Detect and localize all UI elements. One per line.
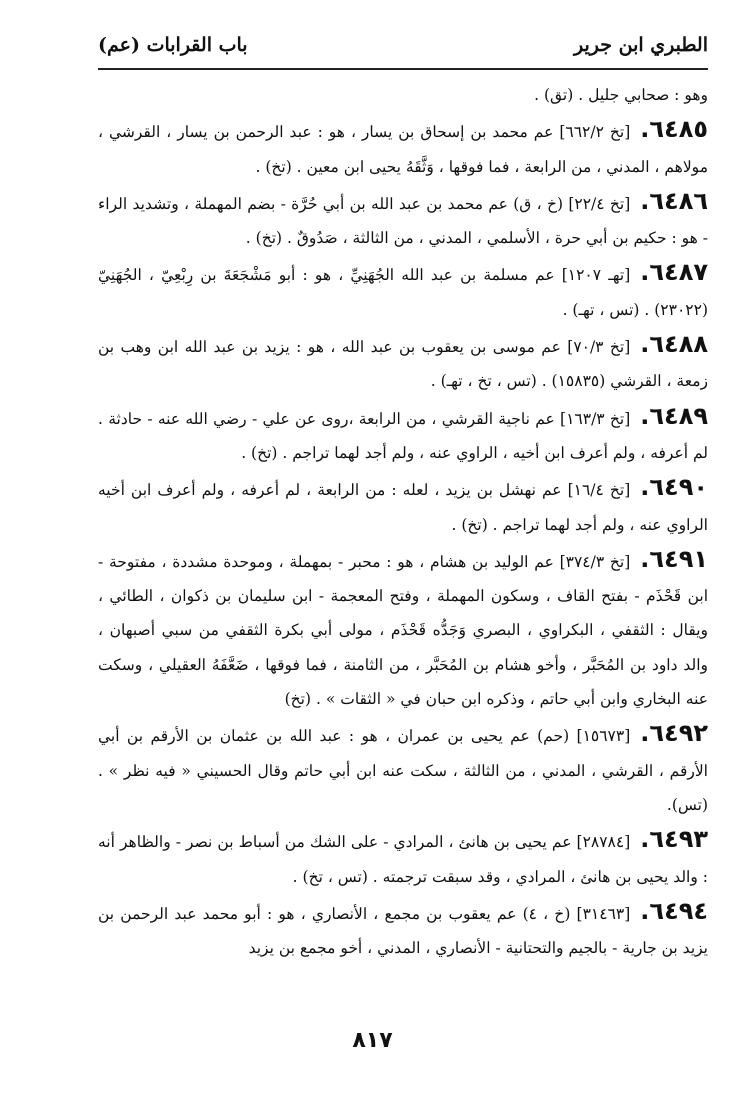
entry-6488 (98, 327, 708, 399)
entry-number: ٦٤٩٤. (640, 896, 709, 925)
entry-text: [١٥٦٧٣] (حم) عم يحيى بن عمران ، هو : عبد الله بن عثمان بن الأرقم بن أبي الأرقم ، القرشي ، المدني ، من الثالثة ، سكت عنه ابن أبي حاتم وقال الحسيني « فيه نظر » . (تس). (98, 727, 708, 814)
chapter-title: باب القرابات (عم) (98, 34, 248, 56)
entry-6494 (98, 894, 708, 966)
entry-text: [تهـ ١٢٠٧] عم مسلمة بن عبد الله الجُهَنِيِّ ، هو : أبو مَشْجَعَةَ بن رِبْعِيّ ، الجُهَنِيّ (٢٣٠٢٢) . (تس ، تهـ) . (98, 266, 708, 319)
entry-number: ٦٤٩٣. (640, 825, 708, 854)
entry-text: [٣١٤٦٣] (خ ، ٤) عم يعقوب بن مجمع ، الأنصاري ، هو : أبو محمد عبد الرحمن بن يزيد بن جارية - بالجيم والتحتانية - الأنصاري ، المدني ، أخو مجمع بن يزيد (98, 904, 708, 958)
entry-number: ٦٤٩١. (640, 544, 708, 573)
entry-6490 (98, 470, 708, 542)
entry-text: [تخ ٦٦٢/٢] عم محمد بن إسحاق بن يسار ، هو : عبد الرحمن بن يسار ، القرشي ، مولاهم ، المدني ، من الرابعة ، فما فوقها ، وَثَّقَهُ يحيى ابن معين . (تخ) . (98, 123, 708, 176)
entry-text: [تخ ٢٢/٤] (خ ، ق) عم محمد بن عبد الله بن أبي حُرَّة - بضم المهملة ، وتشديد الراء - هو : حكيم بن أبي حرة ، الأسلمي ، المدني ، من الثالثة ، صَدُوقٌ . (تخ) . (98, 194, 708, 248)
book-title: الطبري ابن جرير (573, 34, 708, 56)
entry-text: [تخ ١٦٣/٣] عم ناجية القرشي ، من الرابعة ،روى عن علي - رضي الله عنه - حادثة . لم أعرفه ، ولم أعرف ابن أخيه ، الراوي عنه ، ولم أجد لهما تراجم . (تخ) . (98, 409, 708, 462)
entry-text: [تخ ١٦/٤] عم نهشل بن يزيد ، لعله : من الرابعة ، لم أعرفه ، ولم أعرف ابن أخيه الراوي عنه ، ولم أجد لهما تراجم . (تخ) . (98, 481, 708, 534)
entry-number: ٦٤٨٩. (640, 401, 708, 430)
page-header (98, 30, 708, 64)
entry-number: ٦٤٨٧. (640, 258, 708, 287)
entry-number: ٦٤٨٦. (640, 186, 708, 215)
entry-number: ٦٤٨٨. (640, 330, 708, 359)
entry-6492 (98, 716, 708, 822)
entry-6486 (98, 184, 708, 256)
entry-6487 (98, 255, 708, 327)
page-body (98, 78, 708, 965)
entry-text: [تخ ٣٧٤/٣] عم الوليد بن هشام ، هو : محبر - بمهملة ، وموحدة مشددة ، مفتوحة - ابن قَحْذَم - بفتح القاف ، وسكون المهملة ، وفتح المعجمة - ابن سليمان بن ذكوان ، الطائي ، ويقال : الثقفي ، البكراوي ، البصري وَجَدُّه قَحْذَم ، مولى أبي بكرة الثقفي من سبي أصبهان ، والد داود بن المُحَبَّر ، وأخو هشام بن المُحَبَّر ، من الثامنة ، فما فوقها ، ضَعَّفَهُ العقيلي ، وسكت عنه البخاري وابن أبي حاتم ، وذكره ابن حبان في « الثقات » . (تخ) (98, 552, 708, 709)
page-number: ٨١٧ (352, 1028, 393, 1053)
entry-number: ٦٤٩٢. (640, 719, 708, 748)
entry-6489 (98, 399, 708, 471)
entry-6491 (98, 542, 708, 716)
entry-6485 (98, 112, 708, 184)
entry-text: [٢٨٧٨٤] عم يحيى بن هانئ ، المرادي - على الشك من أسباط بن نصر - والظاهر أنه : والد يحيى بن هانئ ، المرادي ، وقد سبقت ترجمته . (تس ، تخ) . (98, 833, 708, 886)
header-divider (98, 68, 708, 70)
entry-number: ٦٤٩٠. (640, 473, 708, 502)
entry-text: [تخ ٧٠/٣] عم موسى بن يعقوب بن عبد الله ، هو : يزيد بن عبد الله ابن وهب بن زمعة ، القرشي (١٥٨٣٥) . (تس ، تخ ، تهـ) . (98, 338, 708, 391)
entry-6493 (98, 822, 708, 894)
intro-line: وهو : صحابي جليل . (تق) . (534, 86, 708, 104)
entry-number: ٦٤٨٥. (640, 115, 708, 144)
